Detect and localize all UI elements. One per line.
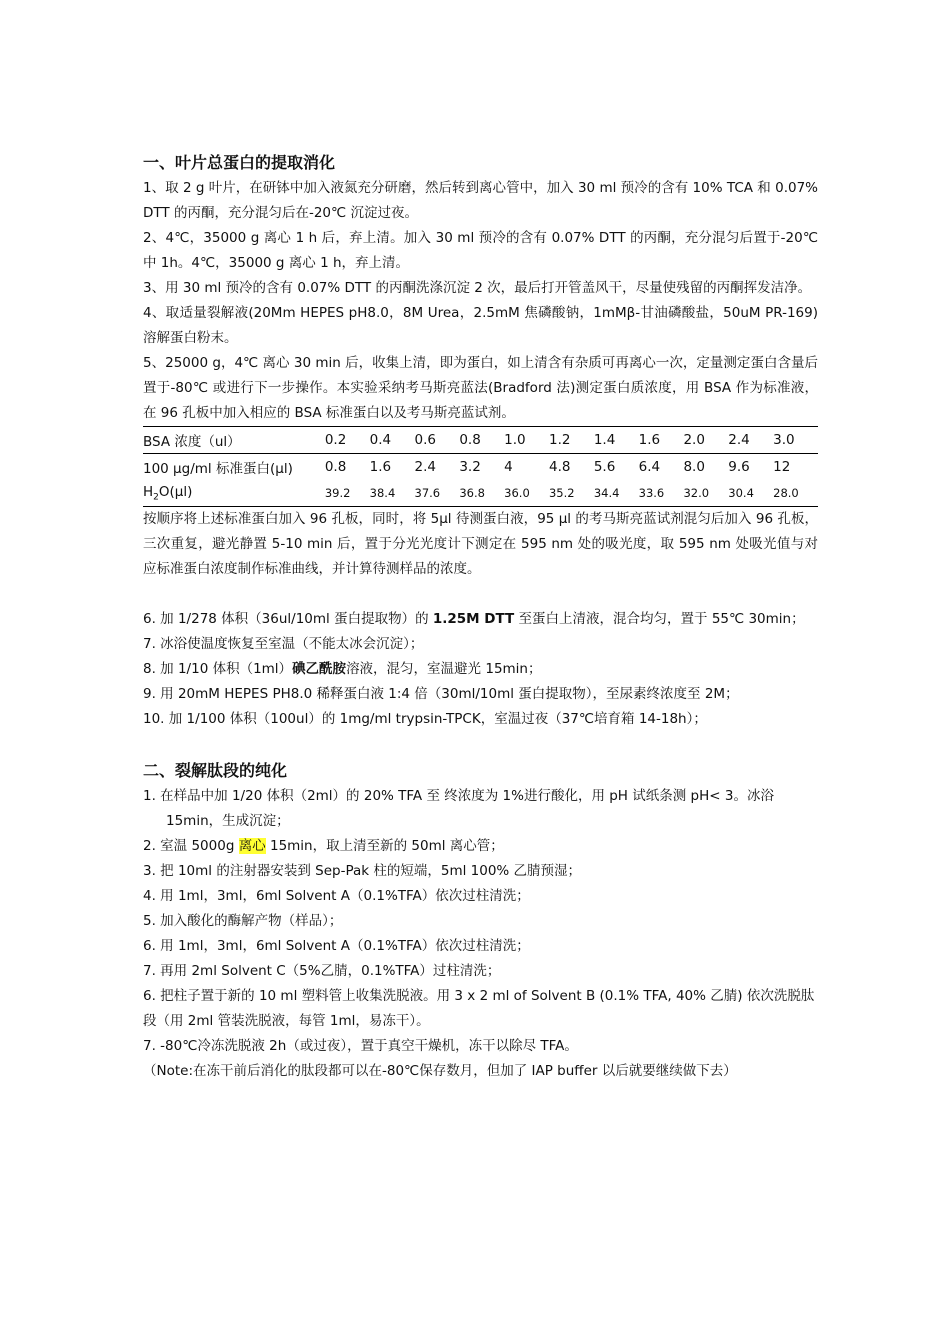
purify-item-5: 5. 加入酸化的酶解产物（样品）； — [143, 913, 343, 929]
note-paragraph: （Note:在冻干前后消化的肽段都可以在-80℃保存数月，但加了 IAP buffer 以后就要继续做下去） — [143, 1063, 737, 1079]
section-extraction — [143, 150, 818, 582]
water-label-sub: 2 — [153, 492, 159, 503]
table-cell: 6.4 — [638, 459, 661, 475]
table-cell: 0.4 — [370, 427, 415, 454]
table-cell: 30.4 — [728, 486, 754, 500]
step6-text: 6. 加 1/278 体积（36ul/10ml 蛋白提取物）的 — [143, 611, 433, 627]
table-cell: 4 — [504, 459, 513, 475]
section1-title: 一、叶片总蛋白的提取消化 — [143, 153, 336, 172]
purify-item-2-text: 2. 室温 5000g — [143, 838, 239, 854]
step4-paragraph: 4、取适量裂解液(20Mm HEPES pH8.0，8M Urea，2.5mM 焦磷酸钠，1mMβ-甘油磷酸盐，50uM PR-169)溶解蛋白粉末。 — [143, 305, 818, 346]
purify-item-6: 6. 用 1ml，3ml，6ml Solvent A（0.1%TFA）依次过柱清洗； — [143, 938, 530, 954]
table-header-label: BSA 浓度（ul） — [143, 427, 325, 454]
table-cell: 9.6 — [728, 459, 750, 475]
step3-paragraph: 3、用 30 ml 预冷的含有 0.07% DTT 的丙酮洗涤沉淀 2 次，最后打开管盖风干，尽量使残留的丙酮挥发洁净。 — [143, 280, 812, 296]
table-cell: 39.2 — [324, 486, 351, 500]
table-cell: 34.4 — [593, 486, 620, 500]
step1-paragraph: 1、取 2 g 叶片，在研钵中加入液氮充分研磨，然后转到离心管中，加入 30 ml 预冷的含有 10% TCA 和 0.07% DTT 的丙酮，充分混匀后在-20℃ 沉淀过夜。 — [143, 180, 818, 221]
table-row-label: 100 µg/ml 标准蛋白(µl) — [143, 461, 293, 477]
table-cell: 0.8 — [459, 427, 504, 454]
table-cell: 4.8 — [548, 459, 571, 475]
purify-item-7: 7. 再用 2ml Solvent C（5%乙腈，0.1%TFA）过柱清洗； — [143, 963, 501, 979]
table-cell: 2.4 — [728, 427, 773, 454]
step8-text-end: 溶液，混匀，室温避光 15min； — [346, 661, 542, 677]
spacer — [143, 582, 818, 607]
step6-item — [143, 607, 818, 632]
step6-text-end: 至蛋白上清液，混合均匀，置于 55℃ 30min； — [514, 611, 805, 627]
purify-item-9: 7. -80℃冷冻洗脱液 2h（或过夜），置于真空干燥机，冻干以除尽 TFA。 — [143, 1038, 578, 1054]
digestion-steps — [143, 607, 818, 732]
table-cell: 35.2 — [548, 486, 575, 500]
table-row-water — [143, 480, 818, 507]
table-row-label — [143, 480, 325, 507]
table-cell: 0.6 — [415, 427, 460, 454]
step6-bold: 1.25M DTT — [432, 611, 515, 627]
table-cell: 0.8 — [324, 459, 347, 475]
table-cell: 32.0 — [683, 486, 710, 500]
table-cell: 2.4 — [414, 459, 436, 475]
table-cell: 8.0 — [683, 459, 705, 475]
step2-paragraph: 2、4℃，35000 g 离心 1 h 后，弃上清。加入 30 ml 预冷的含有 0.07% DTT 的丙酮，充分混匀后置于-20℃ 中 1h。4℃，35000 g 离心 1 h，弃上清。 — [143, 230, 818, 271]
table-cell: 3.2 — [459, 459, 481, 475]
purify-item-8: 6. 把柱子置于新的 10 ml 塑料管上收集洗脱液。用 3 x 2 ml of Solvent B (0.1% TFA, 40% 乙腈) 依次洗脱肽段（用 2ml 管装洗脱液，每管 1ml，易冻干）。 — [143, 988, 815, 1029]
table-cell: 36.8 — [459, 486, 485, 500]
table-cell: 38.4 — [369, 486, 396, 500]
purify-item-1: 1. 在样品中加 1/20 体积（2ml）的 20% TFA 至 终浓度为 1%进行酸化，用 pH 试纸条测 pH< 3。冰浴 15min，生成沉淀； — [143, 788, 774, 829]
step8-bold: 碘乙酰胺 — [292, 661, 347, 677]
section-purification — [143, 784, 818, 1084]
step8-item — [143, 657, 818, 682]
step8-text: 8. 加 1/10 体积（1ml） — [143, 661, 293, 677]
purify-item-3: 3. 把 10ml 的注射器安装到 Sep-Pak 柱的短端，5ml 100% 乙腈预湿； — [143, 863, 582, 879]
document-page — [143, 150, 818, 1084]
table-cell: 33.6 — [638, 486, 665, 500]
section2-title: 二、裂解肽段的纯化 — [143, 761, 288, 780]
table-cell: 3.0 — [773, 427, 818, 454]
after-table-paragraph: 按顺序将上述标准蛋白加入 96 孔板，同时，将 5µl 待测蛋白液，95 µl 的考马斯亮蓝试剂混匀后加入 96 孔板，三次重复，避光静置 5-10 min 后，置于分光光度计下测定在 595 nm 处的吸光度，取 595 nm 处吸光值与对应标准蛋白浓度制作标准曲线，并计算待测样品的浓度。 — [143, 511, 818, 577]
table-cell: 1.0 — [504, 427, 549, 454]
table-cell: 36.0 — [504, 486, 530, 500]
table-cell: 1.4 — [594, 427, 639, 454]
step5-paragraph: 5、25000 g，4℃ 离心 30 min 后，收集上清，即为蛋白，如上清含有杂质可再离心一次，定量测定蛋白含量后置于-80℃ 或进行下一步操作。本实验采纳考马斯亮蓝法(Bradford 法)测定蛋白质浓度，用 BSA 作为标准液，在 96 孔板中加入相应的 BSA 标准蛋白以及考马斯亮蓝试剂。 — [143, 355, 818, 421]
table-cell: 1.2 — [549, 427, 594, 454]
table-cell: 1.6 — [369, 459, 392, 475]
water-label-h: H — [143, 483, 154, 500]
table-cell: 12 — [773, 459, 791, 475]
table-cell: 28.0 — [773, 486, 799, 500]
water-label-rest: O(µl) — [158, 483, 193, 500]
bsa-standard-table — [143, 426, 818, 507]
table-cell: 2.0 — [683, 427, 728, 454]
purify-item-2 — [143, 834, 818, 859]
step9-item: 9. 用 20mM HEPES PH8.0 稀释蛋白液 1:4 倍（30ml/10ml 蛋白提取物），至尿素终浓度至 2M； — [143, 686, 739, 702]
table-row-standard — [143, 454, 818, 481]
step7-item: 7. 冰浴使温度恢复至室温（不能太冰会沉淀）； — [143, 636, 424, 652]
purify-item-4: 4. 用 1ml，3ml，6ml Solvent A（0.1%TFA）依次过柱清洗； — [143, 888, 530, 904]
highlighted-text: 离心 — [238, 838, 266, 854]
table-cell: 0.2 — [325, 427, 370, 454]
table-cell: 5.6 — [593, 459, 616, 475]
table-cell: 1.6 — [639, 427, 684, 454]
purify-item-2-text-end: 15min，取上清至新的 50ml 离心管； — [265, 838, 504, 854]
table-header-row — [143, 427, 818, 454]
step10-item: 10. 加 1/100 体积（100ul）的 1mg/ml trypsin-TPCK，室温过夜（37℃培育箱 14-18h）； — [143, 711, 707, 727]
table-cell: 37.6 — [414, 486, 441, 500]
